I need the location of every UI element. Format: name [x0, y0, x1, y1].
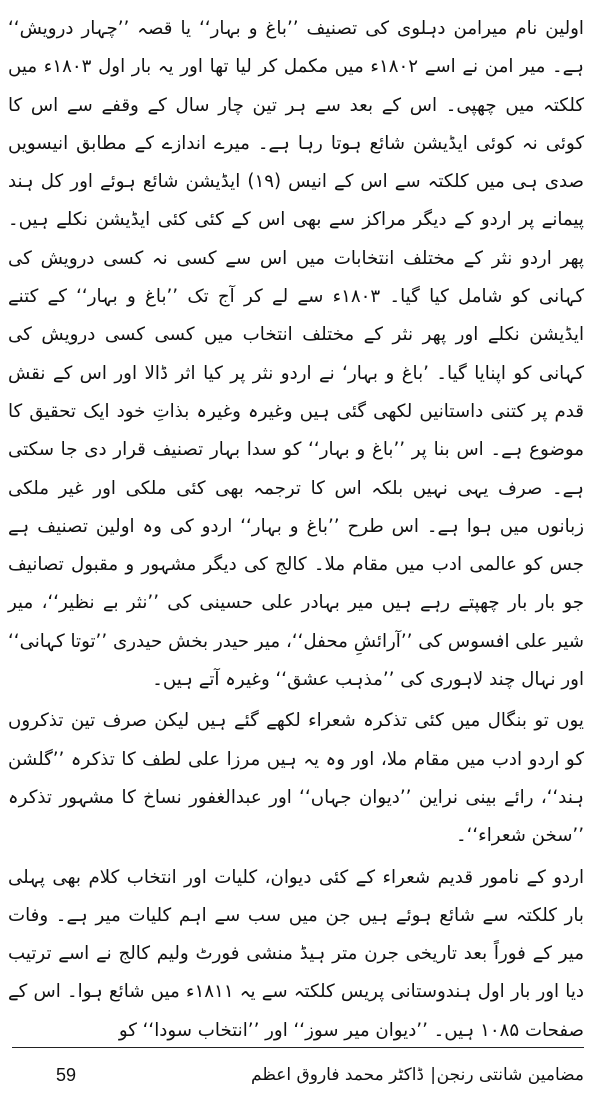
body-text	[8, 10, 584, 1050]
page-number: 59	[56, 1065, 77, 1085]
footer-separator: |	[430, 1065, 436, 1085]
paragraph-bagh-o-bahar: اولین نام میرامن دہلوی کی تصنیف ’’باغ و بہار‘‘ یا قصہ ’’چہار درویش‘‘ ہے۔ میر امن نے اسے ۱۸۰۲ء میں مکمل کر لیا تھا اور یہ بار اول ۱۸۰۳ء میں کلکتہ میں چھپی۔ اس کے بعد سے ہر تین چار سال کے وقفے سے اس کا کوئی نہ کوئی ایڈیشن شائع ہوتا رہا ہے۔ میرے اندازے کے مطابق انیسویں صدی ہی میں کلکتہ سے اس کے انیس (۱۹) ایڈیشن شائع ہوئے اور کل ہند پیمانے پر اردو کے دیگر مراکز سے بھی اس کے کئی کئی ایڈیشن نکلے ہیں۔ پھر اردو نثر کے مختلف انتخابات میں اس سے کسی نہ کسی درویش کی کہانی کو شامل کیا گیا۔ ۱۸۰۳ء سے لے کر آج تک ’’باغ و بہار‘‘ کے کتنے ایڈیشن نکلے اور پھر نثر کے مختلف انتخاب میں کسی کسی درویش کی کہانی کو اپنایا گیا۔ ’باغ و بہار‘ نے اردو نثر پر کیا اثر ڈالا اور اس کے نقش قدم پر کتنی داستانیں لکھی گئی ہیں وغیرہ وغیرہ بذاتِ خود ایک تحقیق کا موضوع ہے۔ اس بنا پر ’’باغ و بہار‘‘ کو سدا بہار تصنیف قرار دی جا سکتی ہے۔ صرف یہی نہیں بلکہ اس کا ترجمہ بھی کئی ملکی اور غیر ملکی زبانوں میں ہوا ہے۔ اس طرح ’’باغ و بہار‘‘ اردو کی وہ اولین تصنیف ہے جس کو عالمی ادب میں مقام ملا۔ کالج کی دیگر مشہور و مقبول تصانیف جو بار بار چھپتے رہے ہیں میر بہادر علی حسینی کی ’’نثر بے نظیر‘‘، میر شیر علی افسوس کی ’’آرائشِ محفل‘‘، میر حیدر بخش حیدری ’’توتا کہانی‘‘ اور نہال چند لاہوری کی ’’مذہب عشق‘‘ وغیرہ آتے ہیں۔	[8, 18, 584, 691]
running-book-title: مضامین شانتی رنجن	[436, 1065, 584, 1085]
paragraph-tazkira: یوں تو بنگال میں کئی تذکرہ شعراء لکھے گئے ہیں لیکن صرف تین تذکروں کو اردو ادب میں مقام ملا، اور وہ یہ ہیں مرزا علی لطف کا تذکرہ ’’گلشن ہند‘‘، رائے بینی نراین ’’دیوان جہاں‘‘ اور عبدالغفور نساخ کا مشہور تذکرہ ’’سخن شعراء‘‘۔	[8, 710, 584, 847]
running-author-name: ڈاکٹر محمد فاروق اعظم	[251, 1065, 424, 1085]
page-footer	[12, 1060, 584, 1090]
paragraph-kulliyat: اردو کے نامور قدیم شعراء کے کئی دیوان، کلیات اور انتخاب کلام بھی پہلی بار کلکتہ سے شائع ہوئے ہیں جن میں سب سے اہم کلیات میر ہے۔ وفات میر کے فوراً بعد تاریخی جرن متر ہیڈ منشی فورٹ ولیم کالج نے اسے ترتیب دیا اور بار اول ہندوستانی پریس کلکتہ سے یہ ۱۸۱۱ء میں شائع ہوا۔ اس کے صفحات ۱۰۸۵ ہیں۔ ’’دیوان میر سوز‘‘ اور ’’انتخاب سودا‘‘ کو	[8, 866, 584, 1041]
footer-divider	[12, 1047, 584, 1048]
